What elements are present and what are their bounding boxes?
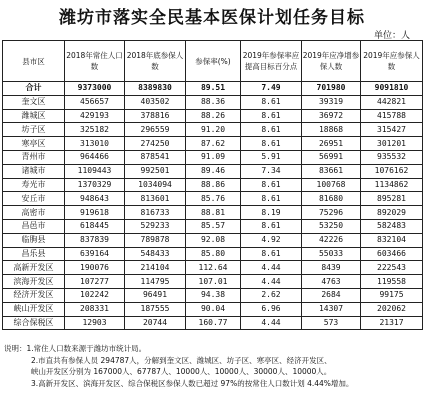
table-cell: 948643 — [65, 192, 125, 206]
table-total-row — [3, 82, 423, 96]
table-cell: 789878 — [125, 233, 186, 247]
table-cell: 9373000 — [65, 82, 125, 96]
table-cell: 1034094 — [125, 178, 186, 192]
table-cell: 102242 — [65, 288, 125, 302]
table-row — [3, 206, 423, 220]
row-name-cell: 峡山开发区 — [3, 302, 65, 316]
table-cell: 88.36 — [186, 95, 241, 109]
table-cell: 8.61 — [241, 123, 302, 137]
table-cell: 42226 — [302, 233, 361, 247]
table-cell: 81680 — [302, 192, 361, 206]
table-cell: 8389830 — [125, 82, 186, 96]
table-cell: 112.64 — [186, 261, 241, 275]
table-cell: 8.61 — [241, 178, 302, 192]
table-cell: 813601 — [125, 192, 186, 206]
table-cell: 8439 — [302, 261, 361, 275]
table-row — [3, 275, 423, 289]
row-name-cell: 潍城区 — [3, 109, 65, 123]
table-row — [3, 192, 423, 206]
table-cell: 90.04 — [186, 302, 241, 316]
table-cell: 964466 — [65, 150, 125, 164]
document-title: 潍坊市落实全民基本医保计划任务目标 — [59, 8, 365, 28]
table-cell: 415788 — [361, 109, 423, 123]
row-name-cell: 奎文区 — [3, 95, 65, 109]
row-name-cell: 临朐县 — [3, 233, 65, 247]
table-cell: 8.61 — [241, 219, 302, 233]
table-cell: 892029 — [361, 206, 423, 220]
table-cell: 2684 — [302, 288, 361, 302]
row-name-cell: 诸城市 — [3, 164, 65, 178]
table-cell: 4.92 — [241, 233, 302, 247]
table-cell: 7.34 — [241, 164, 302, 178]
table-cell: 8.61 — [241, 95, 302, 109]
table-cell: 20744 — [125, 316, 186, 330]
table-cell: 208331 — [65, 302, 125, 316]
table-cell: 89.51 — [186, 82, 241, 96]
table-cell: 992501 — [125, 164, 186, 178]
row-name-cell: 滨海开发区 — [3, 275, 65, 289]
table-cell: 88.81 — [186, 206, 241, 220]
table-row — [3, 164, 423, 178]
table-cell: 296559 — [125, 123, 186, 137]
note-line: 峡山开发区分别为 167000人、67787人、10000人、10000人、30000人、10000人。 — [31, 367, 332, 376]
table-cell: 313010 — [65, 137, 125, 151]
table-cell: 456657 — [65, 95, 125, 109]
table-cell: 8.61 — [241, 137, 302, 151]
table-cell: 107.01 — [186, 275, 241, 289]
table-cell: 39319 — [302, 95, 361, 109]
table-cell: 96491 — [125, 288, 186, 302]
table-cell: 878541 — [125, 150, 186, 164]
table-cell: 895281 — [361, 192, 423, 206]
table-cell: 8.61 — [241, 247, 302, 261]
table-cell: 99175 — [361, 288, 423, 302]
table-row — [3, 233, 423, 247]
table-cell: 919618 — [65, 206, 125, 220]
table-cell: 832104 — [361, 233, 423, 247]
row-name-cell: 经济开发区 — [3, 288, 65, 302]
row-name-cell: 坊子区 — [3, 123, 65, 137]
table-cell: 274250 — [125, 137, 186, 151]
table-cell: 315427 — [361, 123, 423, 137]
table-row — [3, 302, 423, 316]
table-cell: 92.08 — [186, 233, 241, 247]
note-line: 说明：1.常住人口数来源于潍坊市统计局。 — [4, 344, 147, 353]
unit-label: 单位：人 — [373, 31, 410, 41]
table-cell: 88.86 — [186, 178, 241, 192]
table-cell: 85.57 — [186, 219, 241, 233]
table-cell: 325182 — [65, 123, 125, 137]
table-cell: 573 — [302, 316, 361, 330]
row-name-cell: 昌乐县 — [3, 247, 65, 261]
table-cell: 87.62 — [186, 137, 241, 151]
table-cell: 1076162 — [361, 164, 423, 178]
table-cell: 429193 — [65, 109, 125, 123]
table-row — [3, 109, 423, 123]
table-cell: 100768 — [302, 178, 361, 192]
header-net-increase-2019: 2019年应净增参保人数 — [302, 41, 361, 82]
table-cell: 75296 — [302, 206, 361, 220]
table-cell: 582483 — [361, 219, 423, 233]
table-cell: 202062 — [361, 302, 423, 316]
table-cell: 639164 — [65, 247, 125, 261]
table-cell: 94.38 — [186, 288, 241, 302]
table-cell: 222543 — [361, 261, 423, 275]
table-cell: 36972 — [302, 109, 361, 123]
table-cell: 89.46 — [186, 164, 241, 178]
note-line: 3.高新开发区、滨海开发区、综合保税区参保人数已超过 97%的按常住人口数计划 4.44%增加。 — [31, 378, 354, 388]
table-header-row — [3, 41, 423, 82]
table-row — [3, 247, 423, 261]
table-cell: 6.96 — [241, 302, 302, 316]
table-cell: 378816 — [125, 109, 186, 123]
table-row — [3, 178, 423, 192]
table-row — [3, 95, 423, 109]
row-name-cell: 昌邑市 — [3, 219, 65, 233]
table-cell: 114795 — [125, 275, 186, 289]
table-cell: 2.62 — [241, 288, 302, 302]
table-cell: 4.44 — [241, 261, 302, 275]
table-cell: 4763 — [302, 275, 361, 289]
header-insured-2018: 2018年底参保人数 — [125, 41, 186, 82]
table-cell: 618445 — [65, 219, 125, 233]
table-cell: 88.26 — [186, 109, 241, 123]
table-cell: 837839 — [65, 233, 125, 247]
table-cell: 403502 — [125, 95, 186, 109]
table-cell: 107277 — [65, 275, 125, 289]
table-cell: 935532 — [361, 150, 423, 164]
row-name-cell: 高密市 — [3, 206, 65, 220]
table-cell: 83661 — [302, 164, 361, 178]
table-cell: 4.44 — [241, 275, 302, 289]
table-row — [3, 316, 423, 330]
header-target-2019: 2019年应参保人数 — [361, 41, 423, 82]
header-rate: 参保率(%) — [186, 41, 241, 82]
table-row — [3, 150, 423, 164]
table-cell: 187555 — [125, 302, 186, 316]
table-cell: 214104 — [125, 261, 186, 275]
table-cell: 14307 — [302, 302, 361, 316]
table-cell: 5.91 — [241, 150, 302, 164]
table-cell: 53250 — [302, 219, 361, 233]
table-row — [3, 288, 423, 302]
header-county: 县市区 — [3, 41, 65, 82]
table-cell: 7.49 — [241, 82, 302, 96]
table-cell: 56991 — [302, 150, 361, 164]
table-cell: 160.77 — [186, 316, 241, 330]
target-table — [2, 40, 423, 330]
table-cell: 21317 — [361, 316, 423, 330]
row-name-cell: 安丘市 — [3, 192, 65, 206]
table-cell: 816733 — [125, 206, 186, 220]
table-cell: 119558 — [361, 275, 423, 289]
table-cell: 4.44 — [241, 316, 302, 330]
notes — [4, 343, 422, 389]
table-cell: 85.76 — [186, 192, 241, 206]
table-cell: 8.61 — [241, 109, 302, 123]
table-row — [3, 137, 423, 151]
table-row — [3, 219, 423, 233]
table-cell: 18868 — [302, 123, 361, 137]
table-cell: 55033 — [302, 247, 361, 261]
table-cell: 190076 — [65, 261, 125, 275]
table-cell: 1134862 — [361, 178, 423, 192]
table-cell: 26951 — [302, 137, 361, 151]
table-cell: 8.19 — [241, 206, 302, 220]
table-row — [3, 123, 423, 137]
row-name-cell: 综合保税区 — [3, 316, 65, 330]
table-cell: 529233 — [125, 219, 186, 233]
table-cell: 8.61 — [241, 192, 302, 206]
note-line: 2.市直共有参保人员 294787人，分解到奎文区、潍城区、坊子区、寒亭区、经济开发区、 — [31, 355, 332, 365]
header-population-2018: 2018年常住人口数 — [65, 41, 125, 82]
table-cell: 603466 — [361, 247, 423, 261]
table-cell: 548433 — [125, 247, 186, 261]
table-cell: 91.20 — [186, 123, 241, 137]
table-cell: 442821 — [361, 95, 423, 109]
table-cell: 85.80 — [186, 247, 241, 261]
row-name-cell: 合计 — [3, 82, 65, 96]
table-cell: 91.09 — [186, 150, 241, 164]
row-name-cell: 寿光市 — [3, 178, 65, 192]
table-row — [3, 261, 423, 275]
table-cell: 12903 — [65, 316, 125, 330]
table-cell: 301201 — [361, 137, 423, 151]
table-cell: 701980 — [302, 82, 361, 96]
row-name-cell: 寒亭区 — [3, 137, 65, 151]
row-name-cell: 青州市 — [3, 150, 65, 164]
table-cell: 9091810 — [361, 82, 423, 96]
header-rate-increase-2019: 2019年参保率应提高目标百分点 — [241, 41, 302, 82]
table-cell: 1109443 — [65, 164, 125, 178]
row-name-cell: 高新开发区 — [3, 261, 65, 275]
table-cell: 1370329 — [65, 178, 125, 192]
